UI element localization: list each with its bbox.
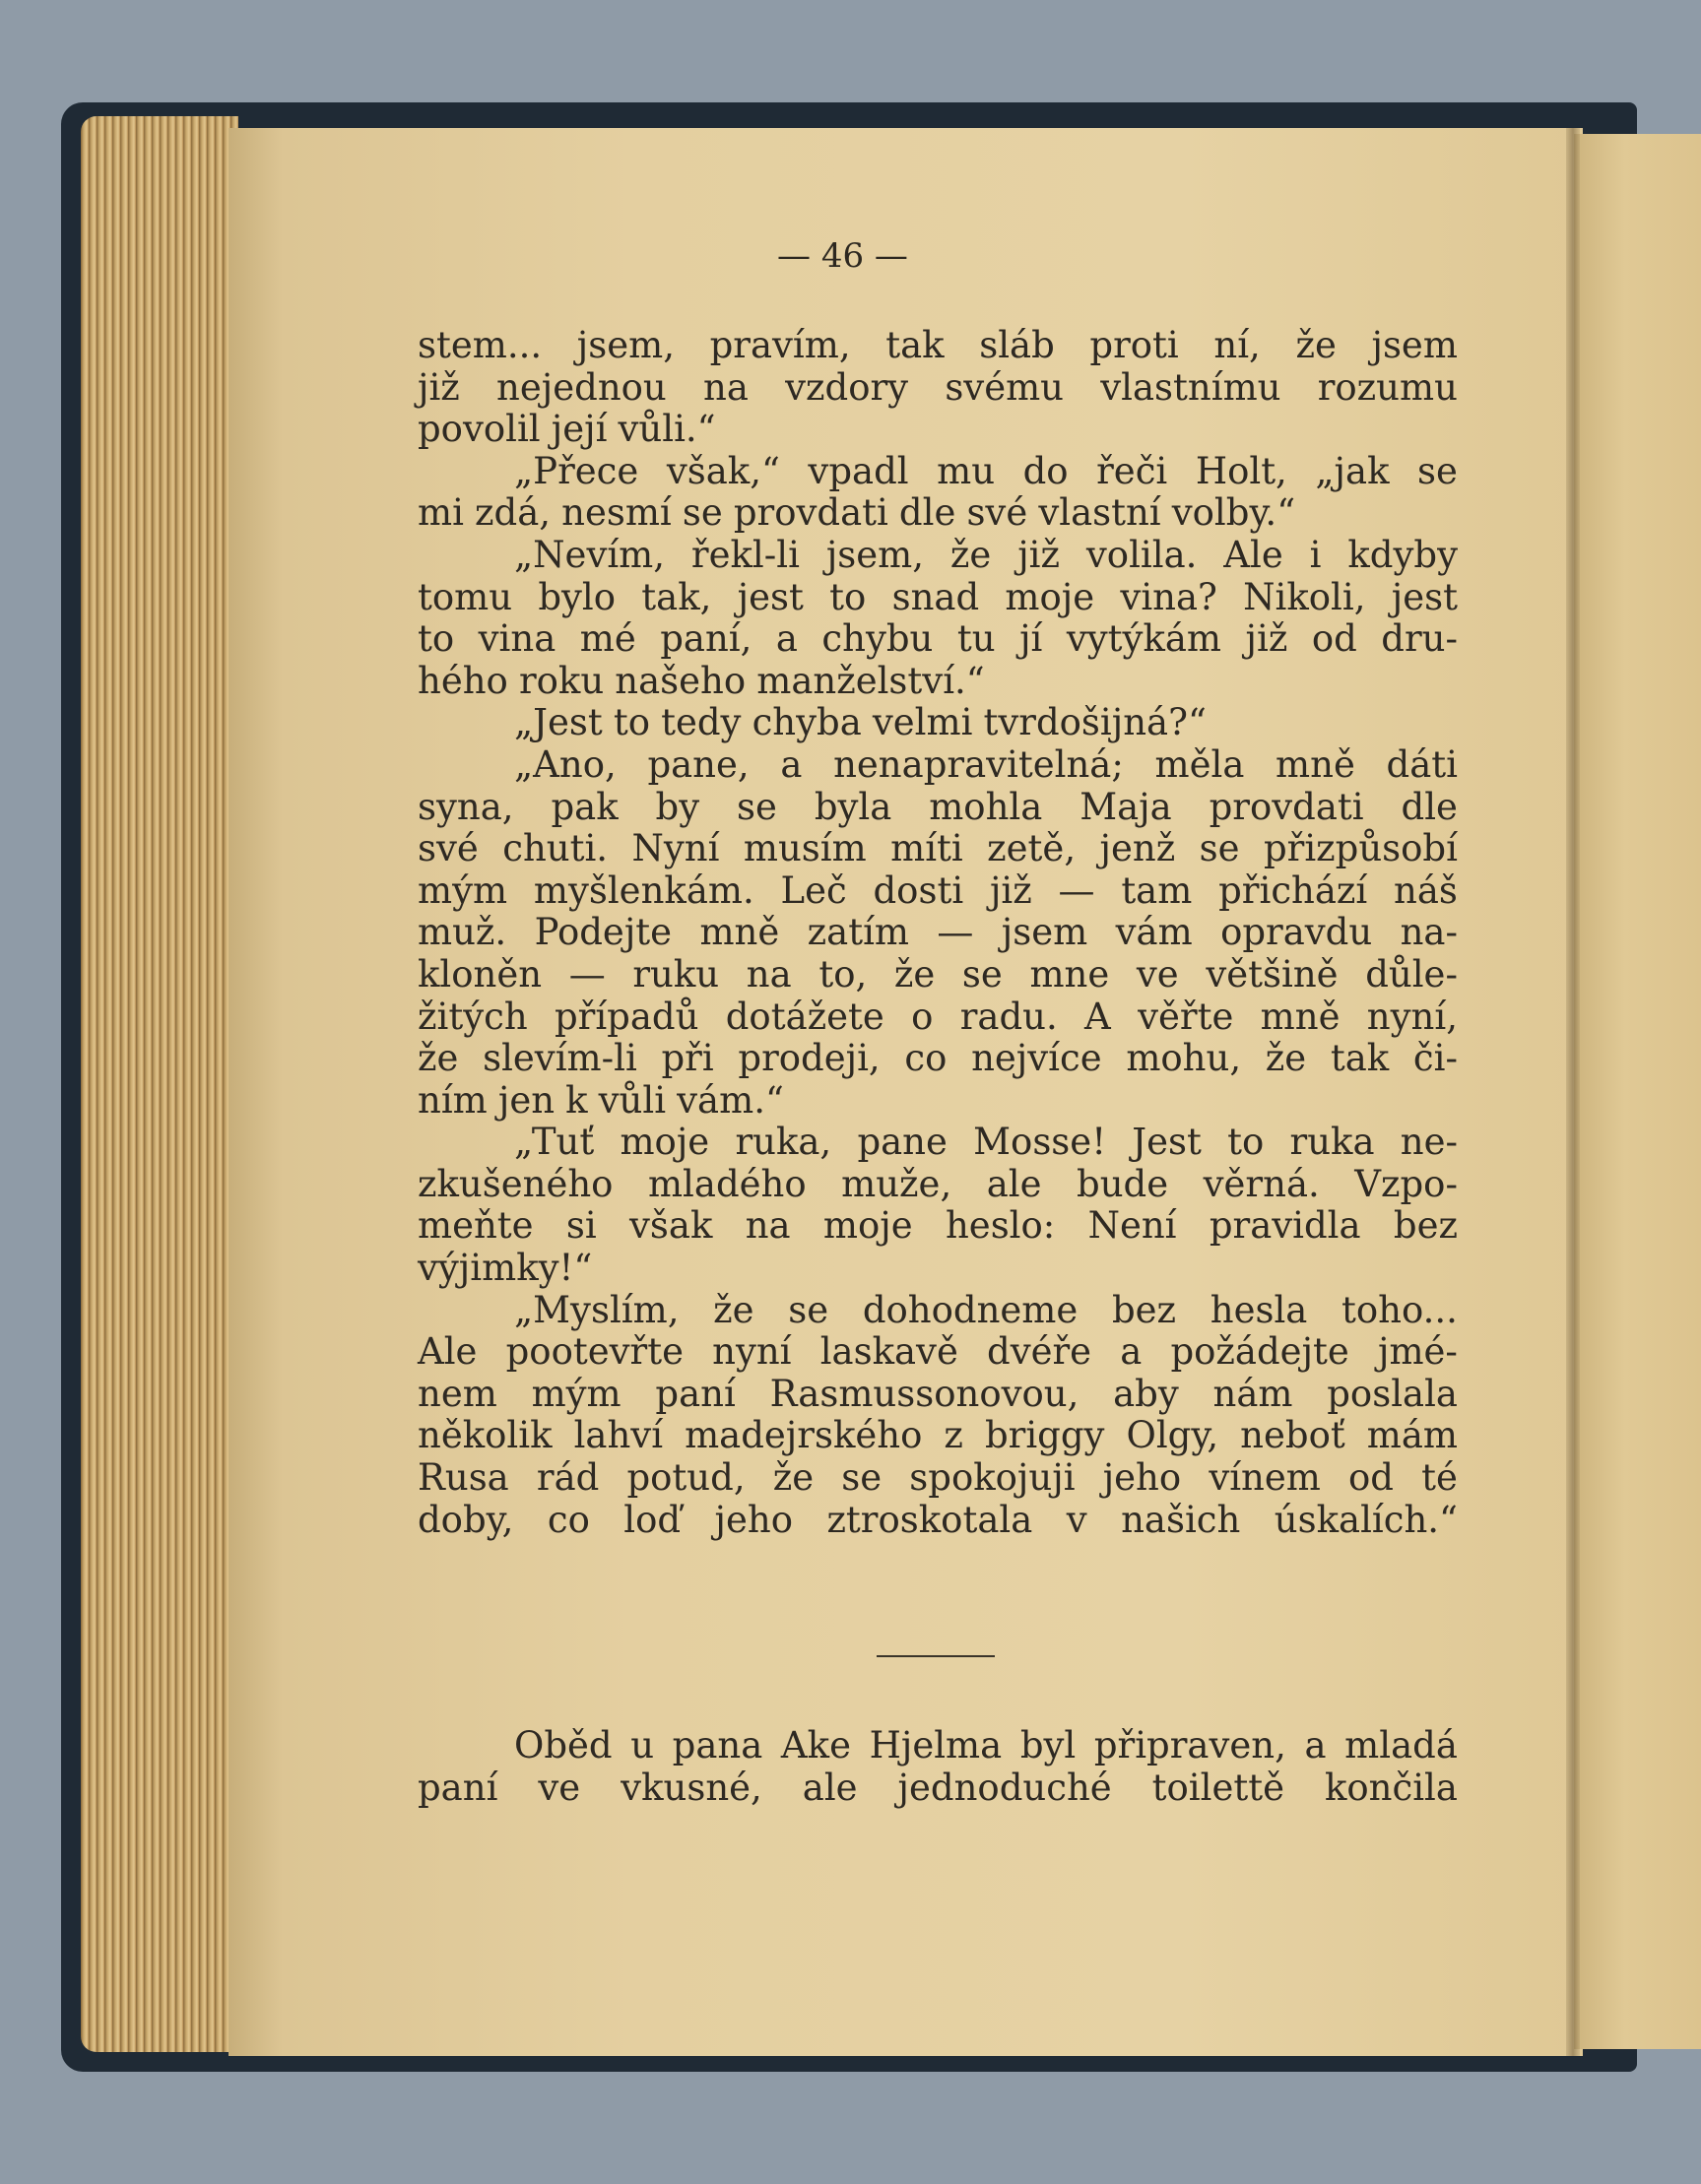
word: že — [772, 1456, 815, 1500]
word: jsem — [1371, 324, 1458, 366]
word: již — [989, 868, 1032, 912]
word: myšlenkám. — [533, 868, 754, 912]
word: mi — [418, 491, 464, 535]
word: Mosse! — [973, 1121, 1107, 1164]
word: na — [746, 952, 792, 996]
word: jsem, — [576, 324, 675, 366]
word: Oběd — [514, 1724, 613, 1766]
text-line — [418, 1164, 1458, 1206]
word: jenž — [1099, 827, 1176, 870]
word: proti — [1089, 324, 1179, 366]
word: našich — [1121, 1498, 1241, 1541]
word: bude — [1077, 1162, 1169, 1205]
word: pane, — [647, 742, 750, 786]
word: ní, — [1213, 324, 1261, 366]
word: toilettě — [1151, 1766, 1284, 1809]
word: již — [1245, 617, 1288, 661]
word: — — [1058, 868, 1095, 912]
text-line — [418, 1122, 1458, 1164]
word: vytýkám — [1066, 617, 1222, 661]
word: bez — [1111, 1288, 1177, 1331]
word: přizpůsobí — [1263, 827, 1458, 870]
word: od — [1348, 1456, 1394, 1500]
word: se — [788, 1288, 829, 1331]
word: musím — [743, 827, 867, 870]
word: výjimky!“ — [418, 1247, 593, 1290]
word: v — [1066, 1498, 1087, 1541]
word: tak, — [641, 575, 712, 618]
word: „jak — [1315, 449, 1390, 492]
word: však,“ — [666, 449, 780, 492]
text-line — [418, 1080, 1458, 1123]
word: „Jest — [514, 701, 603, 744]
word: povolil — [418, 408, 541, 451]
word: ve — [538, 1766, 581, 1809]
word: pootevřte — [505, 1330, 684, 1374]
word: Ale — [418, 1330, 478, 1374]
word: jsem — [1001, 911, 1088, 954]
text-line — [418, 1331, 1458, 1374]
word: nejednou — [496, 365, 667, 409]
text-line — [418, 661, 1458, 703]
word: pravidla — [1209, 1204, 1361, 1248]
word: jest — [737, 575, 804, 618]
word: paní, — [660, 617, 752, 661]
word: končila — [1324, 1766, 1458, 1809]
word: provdati — [733, 491, 888, 535]
word: většině — [1206, 952, 1339, 996]
text-line — [418, 535, 1458, 577]
text-line — [418, 492, 1458, 535]
text-line — [418, 367, 1458, 410]
word: hého — [418, 659, 508, 702]
word: ruka — [1289, 1121, 1375, 1164]
word: muž. — [418, 911, 507, 954]
word: volby.“ — [1171, 491, 1296, 535]
word: dosti — [873, 868, 964, 912]
word: prodeji, — [738, 1037, 881, 1080]
word: „Ano, — [514, 742, 617, 786]
text-line — [418, 1374, 1458, 1416]
word: tak — [1330, 1037, 1390, 1080]
word: ztroskotala — [826, 1498, 1033, 1541]
word: laskavě — [819, 1330, 958, 1374]
word: nesmí — [561, 491, 672, 535]
word: neboť — [1240, 1414, 1345, 1457]
word: dle — [898, 491, 956, 535]
word: vám — [1115, 911, 1193, 954]
word: vůli — [598, 1078, 667, 1122]
word: mladá — [1344, 1724, 1458, 1766]
word: důle- — [1365, 952, 1458, 996]
word: A — [1084, 995, 1111, 1038]
word: snad — [891, 575, 980, 618]
word: mně — [1276, 742, 1355, 786]
word: mně — [699, 911, 780, 954]
word: se — [841, 1456, 883, 1500]
word: co — [904, 1037, 948, 1080]
word: jednoduché — [897, 1766, 1112, 1809]
word: již — [1017, 533, 1061, 576]
word: zkušeného — [418, 1162, 614, 1205]
word: volila. — [1085, 533, 1198, 576]
word: briggy — [984, 1414, 1105, 1457]
word: že — [1295, 324, 1337, 366]
word: dohodneme — [862, 1288, 1079, 1331]
word: mně — [1260, 995, 1341, 1038]
word: manželství.“ — [756, 659, 985, 702]
word: moje — [620, 1121, 710, 1164]
word: zatím — [807, 911, 909, 954]
word: to, — [818, 952, 868, 996]
body-text — [418, 325, 1458, 1541]
word: měla — [1154, 742, 1245, 786]
word: požádejte — [1170, 1330, 1349, 1374]
word: dru- — [1381, 617, 1458, 661]
word: i — [1309, 533, 1322, 576]
word: že — [1265, 1037, 1307, 1080]
text-line — [418, 1290, 1458, 1332]
word: ne- — [1400, 1121, 1458, 1164]
word: vlastní — [1038, 491, 1161, 535]
word: své — [966, 491, 1028, 535]
word: Olgy, — [1126, 1414, 1219, 1457]
word: pana — [672, 1724, 763, 1766]
text-line — [418, 912, 1458, 954]
word: to — [418, 617, 455, 661]
word: „Nevím, — [514, 533, 666, 576]
word: velmi — [872, 701, 973, 744]
word: provdati — [1209, 785, 1364, 828]
text-line — [418, 1767, 1458, 1810]
word: se — [737, 785, 777, 828]
word: moje — [822, 1204, 913, 1248]
facing-page — [1574, 134, 1701, 2049]
word: že — [893, 952, 936, 996]
word: to — [1227, 1121, 1265, 1164]
word: „Myslím, — [514, 1288, 680, 1331]
word: hesla — [1210, 1288, 1308, 1331]
word: se — [961, 952, 1003, 996]
text-line — [418, 451, 1458, 493]
word: řeči — [1096, 449, 1168, 492]
word: „Přece — [514, 449, 639, 492]
word: mu — [937, 449, 996, 492]
word: ale — [986, 1162, 1042, 1205]
word: že — [713, 1288, 754, 1331]
word: Ale — [1223, 533, 1283, 576]
word: slevím-li — [483, 1037, 637, 1080]
text-line — [418, 409, 1458, 451]
word: ruku — [632, 952, 720, 996]
word: Rasmussonovou, — [769, 1372, 1079, 1415]
word: mám — [1366, 1414, 1458, 1457]
text-line — [418, 954, 1458, 996]
word: připraven, — [1093, 1724, 1286, 1766]
word: že — [418, 1037, 459, 1080]
word: ním — [418, 1078, 488, 1122]
word: dvéře — [987, 1330, 1092, 1374]
word: lahví — [573, 1414, 664, 1457]
text-line — [418, 1248, 1458, 1290]
word: co — [547, 1498, 590, 1541]
page-edges — [81, 116, 238, 2052]
word: Nikoli, — [1243, 575, 1366, 618]
word: mohu, — [1126, 1037, 1242, 1080]
word: spokojuji — [909, 1456, 1076, 1500]
word: vina? — [1120, 575, 1217, 618]
word: kdyby — [1347, 533, 1458, 576]
word: k — [565, 1078, 588, 1122]
word: však — [629, 1204, 713, 1248]
word: nám — [1212, 1372, 1293, 1415]
word: na — [703, 365, 749, 409]
word: řekl-li — [690, 533, 800, 576]
word: poslala — [1327, 1372, 1458, 1415]
word: o — [911, 995, 934, 1038]
word: byl — [1019, 1724, 1077, 1766]
word: nem — [418, 1372, 497, 1415]
word: vám.“ — [677, 1078, 784, 1122]
text-line — [418, 787, 1458, 829]
word: heslo: — [945, 1204, 1056, 1248]
text-line — [418, 325, 1458, 367]
word: své — [418, 827, 479, 870]
word: zetě, — [987, 827, 1077, 870]
word: meňte — [418, 1204, 534, 1248]
word: Hjelma — [869, 1724, 1003, 1766]
text-line — [418, 996, 1458, 1039]
word: pane — [857, 1121, 948, 1164]
page-number: — 46 — — [777, 236, 908, 276]
word: Není — [1087, 1204, 1177, 1248]
word: Rusa — [418, 1456, 509, 1500]
word: a — [775, 617, 798, 661]
word: úskalích.“ — [1274, 1498, 1458, 1541]
word: jsem, — [825, 533, 925, 576]
word: si — [565, 1204, 597, 1248]
word: přichází — [1218, 868, 1368, 912]
text-line — [418, 1725, 1458, 1767]
word: našeho — [615, 659, 747, 702]
word: nejvíce — [971, 1037, 1102, 1080]
word: z — [944, 1414, 963, 1457]
word: syna, — [418, 785, 514, 828]
word: tak — [885, 324, 945, 366]
word: se — [682, 491, 723, 535]
word: opravdu — [1220, 911, 1373, 954]
word: Jest — [1132, 1121, 1202, 1164]
word: žitých — [418, 995, 528, 1038]
word: jmé- — [1377, 1330, 1458, 1374]
word: náš — [1394, 868, 1458, 912]
word: že — [949, 533, 992, 576]
word: nyní — [712, 1330, 792, 1374]
word: byla — [814, 785, 892, 828]
word: případů — [554, 995, 699, 1038]
text-line — [418, 870, 1458, 913]
word: tvrdošijná?“ — [983, 701, 1207, 744]
word: tu — [956, 617, 996, 661]
word: od — [1311, 617, 1357, 661]
text-line — [418, 744, 1458, 787]
word: jeho — [714, 1498, 793, 1541]
word: a — [780, 742, 803, 786]
word: paní — [418, 1766, 498, 1809]
word: pak — [551, 785, 619, 828]
word: — — [568, 952, 606, 996]
word: mým — [531, 1372, 622, 1415]
word: na — [745, 1204, 791, 1248]
word: vzdory — [785, 365, 909, 409]
word: svému — [945, 365, 1065, 409]
word: ale — [802, 1766, 858, 1809]
word: bez — [1393, 1204, 1458, 1248]
word: té — [1421, 1456, 1458, 1500]
word: dotážete — [725, 995, 884, 1038]
word: pravím, — [709, 324, 851, 366]
word: míti — [890, 827, 963, 870]
text-line — [418, 702, 1458, 744]
word: jí — [1019, 617, 1043, 661]
word: dle — [1401, 785, 1458, 828]
word: tedy — [661, 701, 742, 744]
page-gutter — [1566, 128, 1580, 2056]
word: vpadl — [808, 449, 909, 492]
text-line — [418, 1500, 1458, 1542]
word: vlastnímu — [1100, 365, 1281, 409]
word: mohla — [929, 785, 1043, 828]
word: kloněn — [418, 952, 543, 996]
word: chybu — [821, 617, 934, 661]
word: „Tuť — [514, 1121, 595, 1164]
word: vina — [478, 617, 556, 661]
word: Ake — [780, 1724, 851, 1766]
word: jeho — [1102, 1456, 1182, 1500]
word: již — [418, 365, 460, 409]
word: rád — [536, 1456, 600, 1500]
word: rozumu — [1317, 365, 1458, 409]
word: Maja — [1079, 785, 1172, 828]
word: madejrského — [685, 1414, 923, 1457]
word: při — [661, 1037, 714, 1080]
word: nyní, — [1366, 995, 1458, 1038]
word: toho... — [1341, 1288, 1458, 1331]
text-line — [418, 1457, 1458, 1500]
text-line — [418, 618, 1458, 661]
word: by — [655, 785, 700, 828]
word: věřte — [1138, 995, 1234, 1038]
word: paní — [655, 1372, 736, 1415]
word: vínem — [1209, 1456, 1321, 1500]
word: vůli.“ — [618, 408, 716, 451]
word: ruka, — [735, 1121, 832, 1164]
word: sláb — [979, 324, 1055, 366]
word: či- — [1412, 1037, 1458, 1080]
word: potud, — [626, 1456, 746, 1500]
word: věrná. — [1203, 1162, 1320, 1205]
word: ve — [1136, 952, 1179, 996]
word: a — [1304, 1724, 1327, 1766]
word: chuti. — [502, 827, 609, 870]
text-line — [418, 828, 1458, 870]
word: muže, — [841, 1162, 952, 1205]
word: jen — [497, 1078, 556, 1122]
word: dáti — [1386, 742, 1458, 786]
word: tomu — [418, 575, 513, 618]
word: to — [613, 701, 651, 744]
word: Leč — [780, 868, 847, 912]
word: se — [1199, 827, 1240, 870]
word: roku — [518, 659, 605, 702]
word: mladého — [647, 1162, 807, 1205]
word: radu. — [959, 995, 1058, 1038]
word: stem... — [418, 324, 543, 366]
word: Podejte — [534, 911, 673, 954]
word: — — [937, 911, 974, 954]
text-line — [418, 1038, 1458, 1080]
word: u — [630, 1724, 655, 1766]
word: tam — [1121, 868, 1193, 912]
word: Vzpo- — [1354, 1162, 1458, 1205]
word: doby, — [418, 1498, 514, 1541]
word: moje — [1005, 575, 1095, 618]
word: aby — [1113, 1372, 1179, 1415]
word: a — [1120, 1330, 1143, 1374]
word: mne — [1029, 952, 1110, 996]
word: mé — [579, 617, 636, 661]
word: to — [829, 575, 867, 618]
word: zdá, — [475, 491, 552, 535]
text-line — [418, 577, 1458, 619]
word: Holt, — [1195, 449, 1287, 492]
word: do — [1022, 449, 1069, 492]
word: vkusné, — [621, 1766, 762, 1809]
word: loď — [623, 1498, 682, 1541]
word: chyba — [752, 701, 862, 744]
word: její — [551, 408, 608, 451]
word: několik — [418, 1414, 553, 1457]
word: bylo — [538, 575, 617, 618]
word: Nyní — [631, 827, 720, 870]
body-text-continued — [418, 1725, 1458, 1809]
word: mým — [418, 868, 508, 912]
text-line — [418, 1205, 1458, 1248]
word: na- — [1400, 911, 1458, 954]
text-line — [418, 1415, 1458, 1457]
section-divider — [877, 1655, 995, 1657]
word: se — [1417, 449, 1458, 492]
word: nenapravitelná; — [833, 742, 1124, 786]
word: jest — [1391, 575, 1458, 618]
